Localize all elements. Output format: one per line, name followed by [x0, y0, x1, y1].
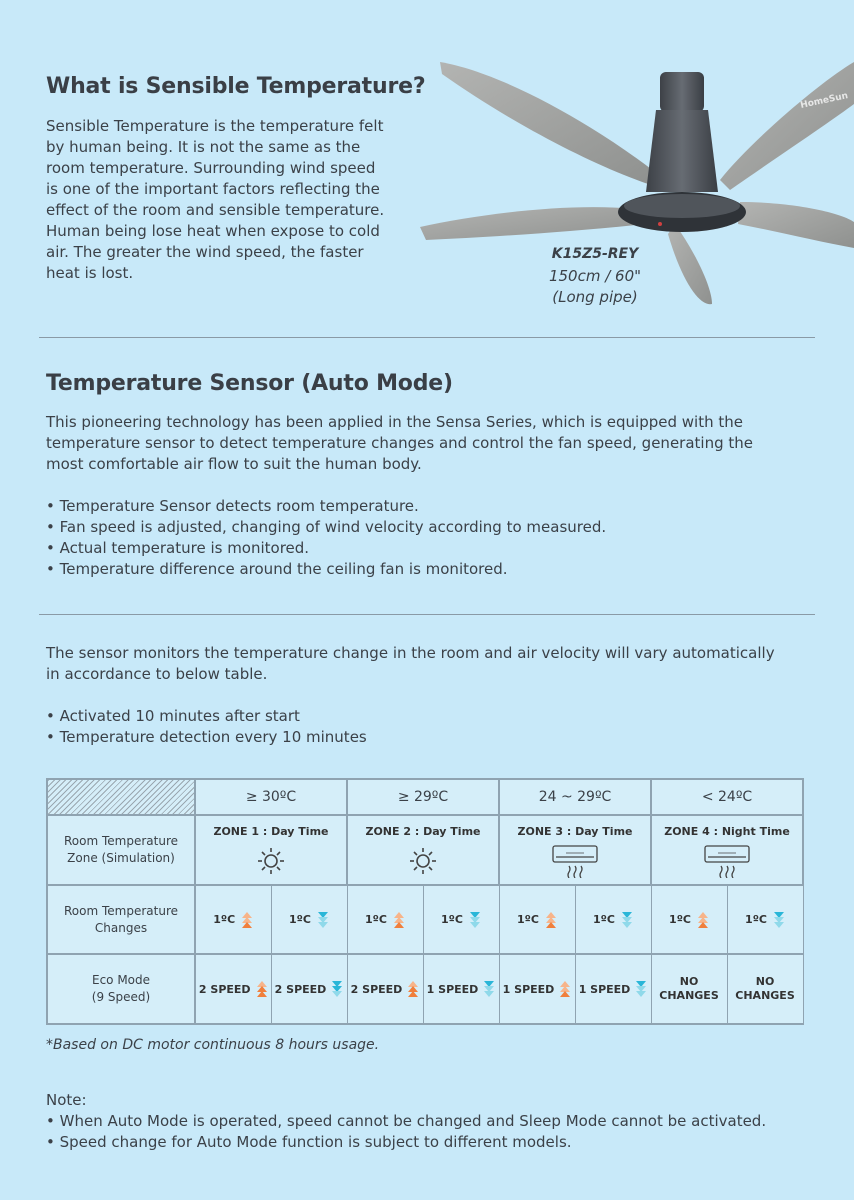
auto-mode-table [46, 778, 804, 1025]
temp-change-value: 1ºC [365, 913, 387, 926]
eco-speed-value: 2 SPEED [198, 982, 251, 996]
temp-change-value: 1ºC [669, 913, 691, 926]
sun-icon [256, 846, 286, 876]
arrow-down-icon [635, 980, 647, 998]
eco-cell [423, 954, 499, 1024]
temp-change-cell [575, 885, 651, 954]
sensible-temperature-text [46, 116, 416, 284]
arrow-down-icon [469, 911, 481, 929]
row-label-line: Room Temperature [64, 834, 178, 848]
product-pipe: (Long pipe) [552, 288, 638, 306]
arrow-up-icon [407, 980, 419, 998]
note-title: Note: [46, 1091, 87, 1109]
temp-change-cell [195, 885, 271, 954]
table-row-eco [47, 954, 803, 1024]
eco-speed-value: NO CHANGES [659, 975, 719, 1002]
arrow-up-icon [241, 911, 253, 929]
list-item: • Fan speed is adjusted, changing of wind velocity according to measured. [46, 517, 606, 538]
row-label-line: Room Temperature [64, 903, 178, 918]
temp-change-value: 1ºC [213, 913, 236, 926]
eco-speed-value: 1 SPEED [502, 982, 555, 996]
air-conditioner-icon [704, 844, 750, 878]
eco-speed-value: 1 SPEED [426, 982, 479, 996]
eco-cell [727, 954, 803, 1024]
temp-change-cell [423, 885, 499, 954]
arrow-up-icon [393, 911, 405, 929]
text-line: air. The greater the wind speed, the faster [46, 243, 364, 261]
air-conditioner-icon [552, 844, 598, 878]
detection-list [46, 706, 367, 748]
column-header: ≥ 30ºC [195, 779, 347, 815]
table-corner [47, 779, 195, 815]
temp-change-cell [727, 885, 803, 954]
zone-cell [499, 815, 651, 885]
text-line: is one of the important factors reflecting the [46, 180, 380, 198]
arrow-down-icon [773, 911, 785, 929]
list-item: • Temperature detection every 10 minutes [46, 727, 367, 748]
eco-cell [575, 954, 651, 1024]
temperature-sensor-intro [46, 412, 816, 475]
text-line: effect of the room and sensible temperature. [46, 201, 385, 219]
arrow-up-icon [256, 980, 268, 998]
text-line: by human being. It is not the same as the [46, 138, 361, 156]
temp-change-value: 1ºC [745, 913, 767, 926]
divider [39, 337, 815, 338]
column-header: 24 ~ 29ºC [499, 779, 651, 815]
eco-speed-value: 2 SPEED [274, 982, 327, 996]
list-item: • Activated 10 minutes after start [46, 706, 367, 727]
list-item: • When Auto Mode is operated, speed cannot be changed and Sleep Mode cannot be activated. [46, 1111, 766, 1132]
temp-change-value: 1ºC [593, 913, 615, 926]
arrow-down-icon [317, 911, 329, 929]
divider [39, 614, 815, 615]
arrow-down-icon [621, 911, 633, 929]
table-row-changes [47, 885, 803, 954]
text-line: temperature sensor to detect temperature changes and control the fan speed, generating the [46, 434, 753, 452]
column-header: < 24ºC [651, 779, 803, 815]
text-line: Human being lose heat when expose to cold [46, 222, 380, 240]
row-label-line: Zone (Simulation) [67, 851, 175, 865]
list-item: • Temperature difference around the ceiling fan is monitored. [46, 559, 606, 580]
section-title-sensible-temperature: What is Sensible Temperature? [46, 74, 426, 99]
eco-speed-value: 2 SPEED [350, 982, 403, 996]
eco-cell [499, 954, 575, 1024]
eco-cell [347, 954, 423, 1024]
product-model: K15Z5-REY [551, 246, 639, 262]
eco-cell [651, 954, 727, 1024]
product-size: 150cm / 60" [548, 267, 642, 285]
zone-cell [195, 815, 347, 885]
footnote: *Based on DC motor continuous 8 hours usage. [46, 1037, 380, 1053]
section-title-temperature-sensor: Temperature Sensor (Auto Mode) [46, 371, 453, 396]
column-header: ≥ 29ºC [347, 779, 499, 815]
arrow-down-icon [331, 980, 343, 998]
zone-cell [651, 815, 803, 885]
eco-speed-value: 1 SPEED [578, 982, 631, 996]
temp-change-cell [347, 885, 423, 954]
table-header-row [47, 779, 803, 815]
text-line: This pioneering technology has been applied in the Sensa Series, which is equipped with the [46, 413, 743, 431]
watermark-logo: HomeSun [799, 91, 850, 111]
zone-label: ZONE 1 : Day Time [213, 825, 329, 838]
list-item: • Temperature Sensor detects room temperature. [46, 496, 606, 517]
row-label-eco [47, 954, 195, 1024]
temp-change-cell [651, 885, 727, 954]
arrow-up-icon [697, 911, 709, 929]
row-label-zone [47, 815, 195, 885]
row-label-line: Changes [94, 920, 148, 935]
sun-icon [408, 846, 438, 876]
text-line: Sensible Temperature is the temperature felt [46, 117, 384, 135]
arrow-down-icon [483, 980, 495, 998]
sensor-monitoring-text [46, 643, 836, 685]
text-line: most comfortable air flow to suit the human body. [46, 455, 422, 473]
list-item: • Speed change for Auto Mode function is subject to different models. [46, 1132, 766, 1153]
row-label-line: Eco Mode [91, 973, 151, 987]
sensor-features-list [46, 496, 606, 580]
temp-change-cell [271, 885, 347, 954]
arrow-up-icon [545, 911, 557, 929]
zone-label: ZONE 2 : Day Time [365, 825, 481, 838]
text-line: room temperature. Surrounding wind speed [46, 159, 376, 177]
text-line: heat is lost. [46, 264, 134, 282]
temp-change-value: 1ºC [517, 913, 539, 926]
arrow-up-icon [559, 980, 571, 998]
row-label-changes [47, 885, 195, 954]
table-row-zone [47, 815, 803, 885]
zone-cell [347, 815, 499, 885]
note-list [46, 1111, 766, 1153]
eco-speed-value: NO CHANGES [735, 975, 795, 1002]
zone-label: ZONE 4 : Night Time [664, 825, 790, 838]
row-label-line: (9 Speed) [91, 990, 151, 1004]
text-line: The sensor monitors the temperature change in the room and air velocity will vary automatically [46, 644, 775, 662]
temp-change-value: 1ºC [441, 913, 463, 926]
list-item: • Actual temperature is monitored. [46, 538, 606, 559]
eco-cell [271, 954, 347, 1024]
eco-cell [195, 954, 271, 1024]
temp-change-cell [499, 885, 575, 954]
zone-label: ZONE 3 : Day Time [517, 825, 633, 838]
text-line: in accordance to below table. [46, 665, 268, 683]
temp-change-value: 1ºC [289, 913, 311, 926]
